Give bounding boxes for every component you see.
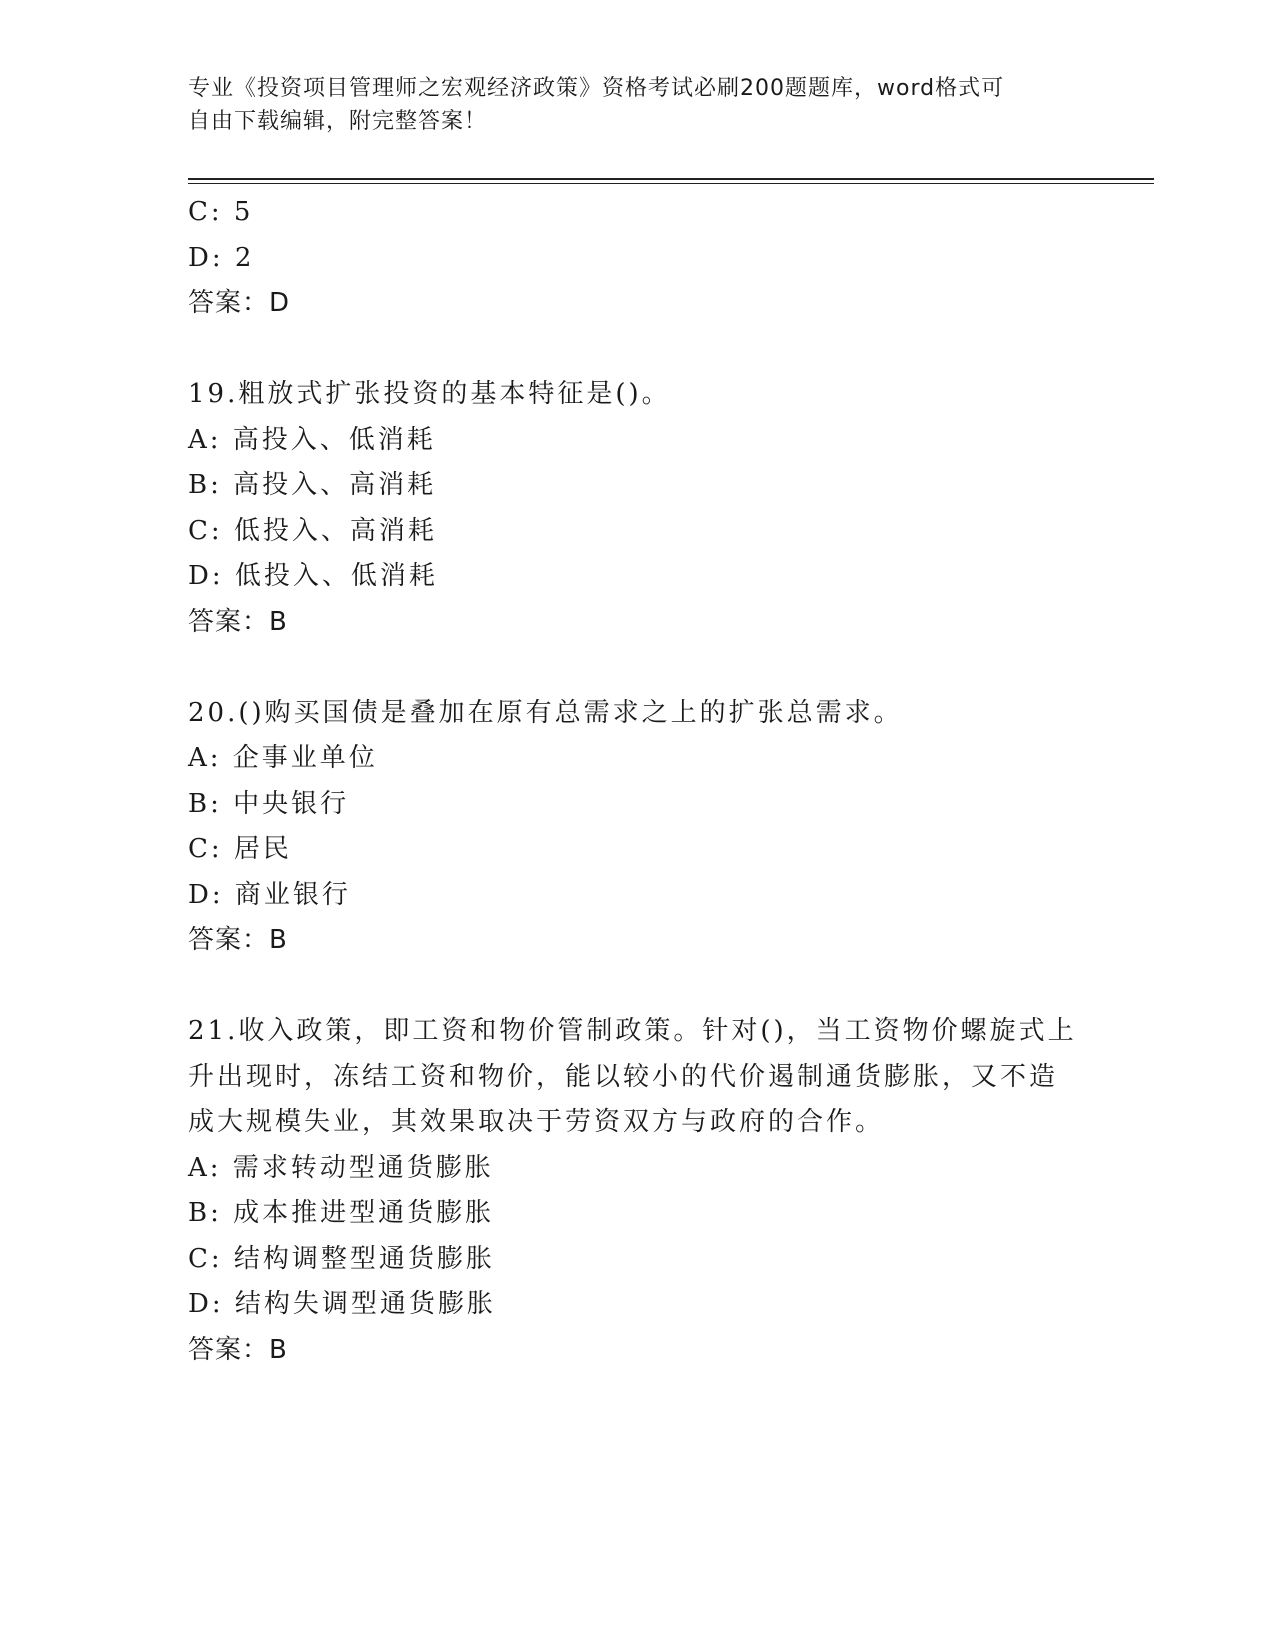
option-b: B: 高投入、高消耗 xyxy=(188,470,437,500)
option-a: A: 需求转动型通货膨胀 xyxy=(188,1152,494,1183)
option-c: C: 居民 xyxy=(188,834,292,864)
question-stem-line-3: 成大规模失业，其效果取决于劳资双方与政府的合作。 xyxy=(188,1107,885,1137)
question-stem: 20.()购买国债是叠加在原有总需求之上的扩张总需求。 xyxy=(188,697,903,728)
answer-line: 答案：D xyxy=(188,288,291,318)
option-d: D: 低投入、低消耗 xyxy=(188,561,438,591)
answer-line: 答案：B xyxy=(188,925,288,955)
option-c: C: 结构调整型通货膨胀 xyxy=(188,1243,495,1274)
option-b: B: 中央银行 xyxy=(188,788,350,819)
question-stem: 19.粗放式扩张投资的基本特征是()。 xyxy=(188,379,671,409)
question-stem-line-1: 21.收入政策，即工资和物价管制政策。针对()，当工资物价螺旋式上 xyxy=(188,1016,1077,1046)
option-d: D: 结构失调型通货膨胀 xyxy=(188,1289,496,1319)
document-header xyxy=(188,72,1068,138)
option-c: C: 低投入、高消耗 xyxy=(188,515,437,546)
option-a: A: 高投入、低消耗 xyxy=(188,424,436,455)
spacer xyxy=(188,645,1088,691)
header-line-2: 自由下载编辑，附完整答案！ xyxy=(188,109,488,134)
spacer xyxy=(188,964,1088,1010)
header-divider xyxy=(188,178,1154,180)
option-c: C: 5 xyxy=(188,197,254,227)
question-block-21 xyxy=(188,1009,1088,1373)
question-content xyxy=(188,190,1088,1373)
header-line-1: 专业《投资项目管理师之宏观经济政策》资格考试必刷200题题库，word格式可 xyxy=(188,76,1005,101)
option-b: B: 成本推进型通货膨胀 xyxy=(188,1198,495,1228)
option-d: D: 2 xyxy=(188,242,255,273)
option-a: A: 企事业单位 xyxy=(188,743,378,773)
answer-line: 答案：B xyxy=(188,1334,288,1365)
question-stem-line-2: 升出现时，冻结工资和物价，能以较小的代价遏制通货膨胀，又不造 xyxy=(188,1061,1059,1092)
question-block-19 xyxy=(188,372,1088,645)
header-divider-thin xyxy=(188,183,1154,184)
spacer xyxy=(188,327,1088,373)
option-d: D: 商业银行 xyxy=(188,879,351,910)
answer-line: 答案：B xyxy=(188,606,288,637)
question-block-20 xyxy=(188,691,1088,964)
